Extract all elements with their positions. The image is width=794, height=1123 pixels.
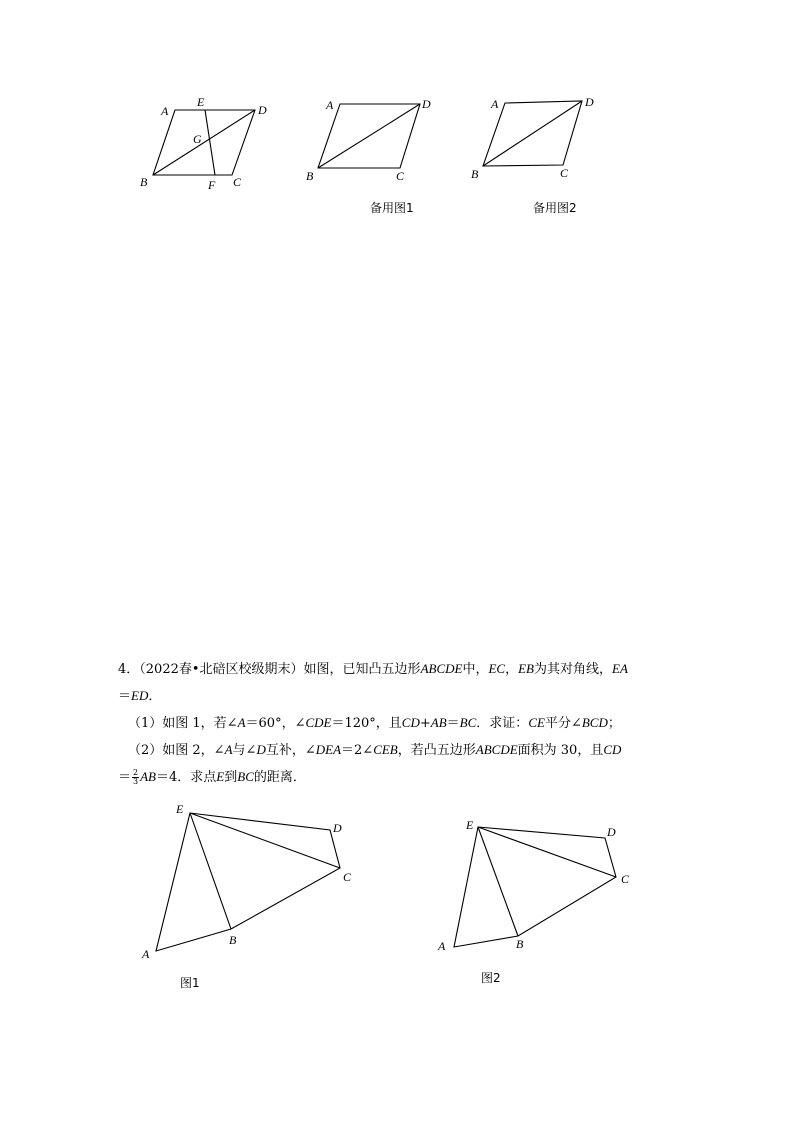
part2-text: ＝4．求点 xyxy=(156,770,217,785)
label-b: B xyxy=(516,937,524,951)
parallelogram-main-figure xyxy=(140,95,267,192)
math-eb: EB xyxy=(518,661,534,676)
math-cde: CDE xyxy=(305,715,332,730)
diagonal-ec-fig1 xyxy=(190,813,340,868)
math-d: D xyxy=(256,742,266,757)
label-a: A xyxy=(438,939,446,953)
part2-text: 面积为 30，且 xyxy=(517,743,604,758)
caption-fig1: 图1 xyxy=(180,976,200,990)
problem-source: （2022春•北碚区校级期末） xyxy=(139,662,304,677)
math-a: A xyxy=(237,715,246,730)
math-bc: BC xyxy=(237,769,254,784)
stem-text: 中， xyxy=(462,662,489,677)
problem-part-2 xyxy=(118,737,698,764)
part2-text: （2）如图 2，∠ xyxy=(128,743,225,758)
math-pentagon: ABCDE xyxy=(420,661,463,676)
stem-text: 为其对角线， xyxy=(534,662,613,677)
label-e: E xyxy=(466,818,474,832)
label-a: A xyxy=(326,98,334,112)
label-c: C xyxy=(560,166,569,180)
label-d: D xyxy=(585,95,594,109)
math-dea: DEA xyxy=(315,742,342,757)
problem-part-2-cont xyxy=(118,764,698,791)
segment-ef xyxy=(205,110,215,175)
math-cd: CD xyxy=(603,742,622,757)
math-ea: EA xyxy=(612,661,628,676)
math-a: A xyxy=(224,742,233,757)
label-e: E xyxy=(197,95,205,109)
caption-backup1: 备用图1 xyxy=(370,201,414,215)
part2-text: ＝ xyxy=(118,770,132,785)
part1-text: ＝60°，∠ xyxy=(245,716,306,731)
math-cd: CD xyxy=(401,715,420,730)
label-c: C xyxy=(621,872,630,886)
label-d: D xyxy=(258,103,267,117)
part1-text: 平分∠ xyxy=(544,716,582,731)
backup-figure-1 xyxy=(306,97,431,215)
math-e: E xyxy=(216,769,225,784)
diagonal-eb-fig1 xyxy=(190,813,231,929)
part2-text: ＝2∠ xyxy=(341,743,374,758)
stem-text: ＝ xyxy=(118,689,132,704)
stem-text: ， xyxy=(505,662,519,677)
pentagon-figure-1 xyxy=(141,802,352,990)
label-e: E xyxy=(176,802,184,816)
caption-fig2: 图2 xyxy=(481,971,501,985)
label-a: A xyxy=(161,104,169,118)
backup-figure-2 xyxy=(471,95,594,215)
math-bcd: BCD xyxy=(581,715,608,730)
fraction-numerator: 2 xyxy=(133,768,139,777)
label-c: C xyxy=(343,870,352,884)
label-b: B xyxy=(471,167,479,181)
label-c: C xyxy=(233,175,242,189)
diagonal-ec-fig2 xyxy=(478,827,616,877)
part1-text: ； xyxy=(607,716,621,731)
diagonal-bd xyxy=(153,110,255,175)
pentagon-figure-2 xyxy=(437,818,630,985)
math-ceb: CEB xyxy=(373,742,398,757)
diagonal-eb-fig2 xyxy=(478,827,518,936)
diagonal-bd-backup1 xyxy=(318,104,420,168)
problem-number: 4． xyxy=(118,662,140,677)
math-pentagon: ABCDE xyxy=(475,742,518,757)
part2-text: 的距离． xyxy=(253,770,306,785)
label-a: A xyxy=(491,97,499,111)
fraction-denominator: 3 xyxy=(133,777,139,786)
part1-text: + xyxy=(419,716,431,731)
math-bc: BC xyxy=(459,715,477,730)
stem-text: ． xyxy=(148,689,162,704)
problem-stem-line1 xyxy=(118,656,698,683)
label-f: F xyxy=(208,178,216,192)
problem-4 xyxy=(118,656,698,791)
label-c: C xyxy=(396,169,405,183)
math-ec: EC xyxy=(488,661,506,676)
math-ab: AB xyxy=(140,769,156,784)
problem-part-1 xyxy=(118,710,698,737)
label-g: G xyxy=(193,132,202,146)
label-d: D xyxy=(333,821,342,835)
problem-stem-line2 xyxy=(118,683,698,710)
stem-text: 如图，已知凸五边形 xyxy=(303,662,421,677)
math-ce: CE xyxy=(528,715,545,730)
part2-text: 到 xyxy=(224,770,238,785)
label-b: B xyxy=(229,933,237,947)
part1-text: ．求证： xyxy=(476,716,529,731)
label-b: B xyxy=(140,175,148,189)
pentagon-abcde-fig2 xyxy=(454,827,616,947)
math-ab: AB xyxy=(430,715,447,730)
caption-backup2: 备用图2 xyxy=(533,201,577,215)
math-ed: ED xyxy=(131,688,149,703)
part2-text: 互补，∠ xyxy=(265,743,316,758)
part2-text: ，若凸五边形 xyxy=(397,743,476,758)
label-b: B xyxy=(306,169,314,183)
part1-text: ＝120°，且 xyxy=(331,716,402,731)
label-d: D xyxy=(607,825,616,839)
fraction-two-thirds xyxy=(132,769,139,786)
part1-text: （1）如图 1，若∠ xyxy=(128,716,238,731)
part1-text: ＝ xyxy=(446,716,460,731)
label-a: A xyxy=(142,947,150,961)
label-d: D xyxy=(422,97,431,111)
part2-text: 与∠ xyxy=(232,743,257,758)
